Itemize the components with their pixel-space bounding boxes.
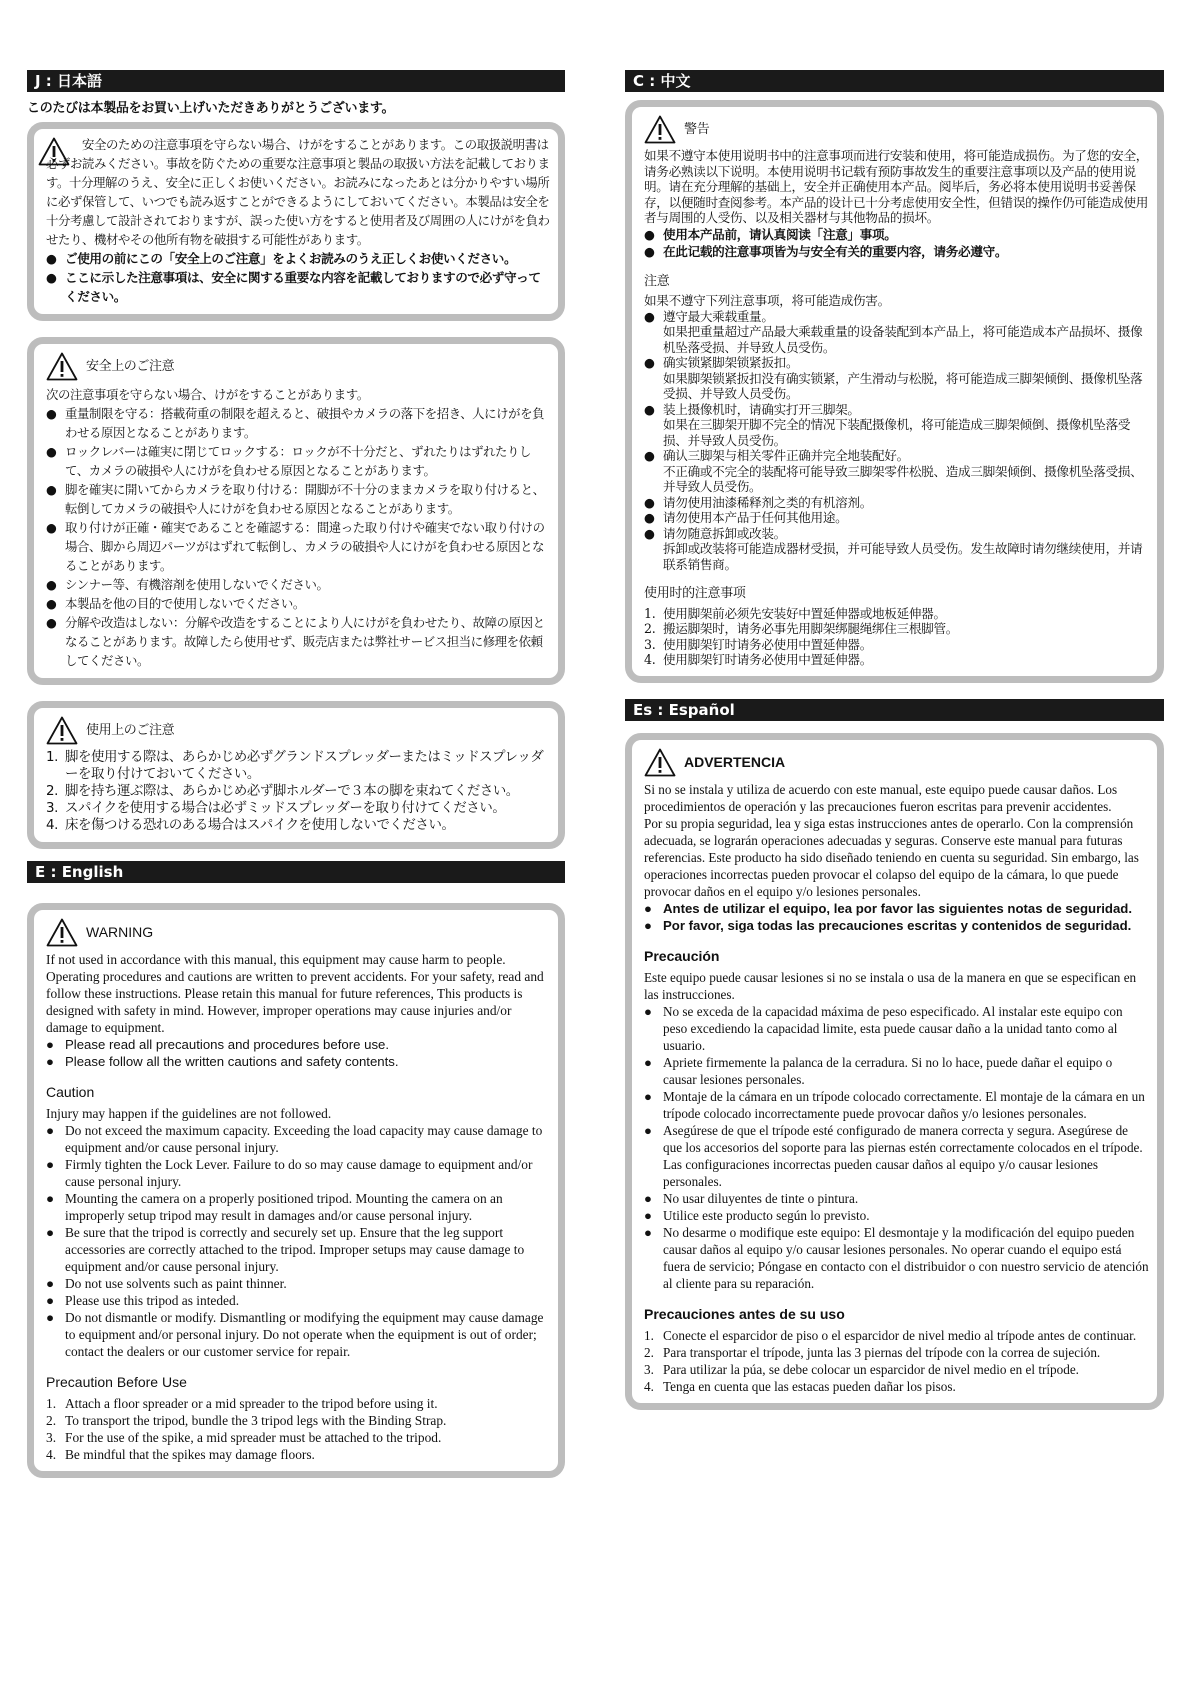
japanese-safety-box xyxy=(27,337,565,685)
chinese-section-header: C : 中文 xyxy=(625,70,1164,92)
japanese-safety-intro: 次の注意事項を守らない場合、けがをすることがあります。 xyxy=(46,387,369,402)
spanish-warning-heading xyxy=(644,748,1149,777)
chinese-usage-title: 使用时的注意事项 xyxy=(644,586,746,601)
list-item: ● Antes de utilizar el equipo, lea por favor las siguientes notas de seguridad. xyxy=(644,900,1149,917)
japanese-section-header: J : 日本語 xyxy=(27,70,565,92)
spanish-warning-title: ADVERTENCIA xyxy=(684,753,786,770)
warning-icon xyxy=(644,115,676,144)
japanese-usage-list xyxy=(46,749,550,834)
english-warning-box xyxy=(27,903,565,1478)
warning-icon xyxy=(46,918,78,947)
list-item: 4. Tenga en cuenta que las estacas pueden dañar los pisos. xyxy=(644,1378,956,1394)
list-item: 2. 脚を持ち運ぶ際は、あらかじめ必ず脚ホルダーで３本の脚を束ねてください。 xyxy=(46,784,519,799)
list-item: 2. To transport the tripod, bundle the 3 tripod legs with the Binding Strap. xyxy=(46,1413,447,1428)
chinese-caution-list xyxy=(644,309,1149,573)
japanese-safety-title: 安全上のご注意 xyxy=(86,359,175,374)
list-item: ● Firmly tighten the Lock Lever. Failure to do so may cause damage to equipment and/or cause personal injury. xyxy=(46,1156,550,1190)
list-item: ● 分解や改造はしない：分解や改造をすることにより人にけがを負わせたり、故障の原因となることがあります。故障したら使用せず、販売店または弊社サービス担当に修理を依頼してください。 xyxy=(46,613,550,670)
list-item: ● Please read all precautions and procedures before use. xyxy=(46,1036,550,1053)
right-column xyxy=(625,70,1164,1426)
spanish-warning-bold-list xyxy=(644,900,1149,934)
list-item: ● Please use this tripod as inteded. xyxy=(46,1292,550,1309)
japanese-safety-heading xyxy=(46,352,550,381)
list-item: ● 装上摄像机时，请确实打开三脚架。 如果在三脚架开脚不完全的情况下装配摄像机，将可能造成三脚架倾倒、摄像机坠落受损、并导致人员受伤。 xyxy=(644,402,1149,449)
list-item: ● No usar diluyentes de tinte o pintura. xyxy=(644,1190,1149,1207)
japanese-usage-box xyxy=(27,701,565,849)
list-item: ● 在此记载的注意事项皆为与安全有关的重要内容，请务必遵守。 xyxy=(644,243,1149,260)
list-item: ● Do not dismantle or modify. Dismantling or modifying the equipment may cause damage to equipment and/or personal injury. Do not operate when the equipment is out of order; contact the dealers or our customer service for repair. xyxy=(46,1309,550,1360)
list-item: ● Be sure that the tripod is correctly and securely set up. Ensure that the leg support accessories are correctly attached to the tripod. Improper setups may cause damage to equipment and/or cause personal injury. xyxy=(46,1224,550,1275)
list-item: ● Utilice este producto según lo previsto. xyxy=(644,1207,1149,1224)
list-item: ● 确认三脚架与相关零件正确并完全地装配好。 不正确或不完全的装配将可能导致三脚架零件松脱、造成三脚架倾倒、摄像机坠落受损、并导致人员受伤。 xyxy=(644,448,1149,495)
list-item: ● 请勿随意拆卸或改装。 拆卸或改装将可能造成器材受损，并可能导致人员受伤。发生故障时请勿继续使用，并请联系销售商。 xyxy=(644,526,1149,573)
list-item: ● 本製品を他の目的で使用しないでください。 xyxy=(46,594,550,613)
list-item: 2. Para transportar el trípode, junta las 3 piernas del trípode con la correa de sujeción. xyxy=(644,1344,1101,1360)
japanese-safety-list xyxy=(46,404,550,670)
list-item: ● 遵守最大乘载重量。 如果把重量超过产品最大乘载重量的设备装配到本产品上，将可能造成本产品损坏、摄像机坠落受损、并导致人员受伤。 xyxy=(644,309,1149,356)
japanese-warning-text: 安全のための注意事項を守らない場合、けがをすることがあります。この取扱説明書は必ずお読みください。事故を防ぐための重要な注意事項と製品の取扱い方法を記載しております。十分理解のうえ、安全に正しくお使いください。お読みになったあとは分かりやすい場所に必ず保管して、いつでも読み返すことができるようにしておいてください。本製品は安全を十分考慮して設計されておりますが、誤った使い方をすると使用者及び周囲の人にけがを負わせたり、機材やその他所有物を破損する可能性があります。 xyxy=(46,135,550,249)
chinese-warning-bold-list xyxy=(644,226,1149,260)
english-before-use-list xyxy=(46,1395,550,1463)
chinese-warning-heading xyxy=(644,115,1149,144)
list-item: 1. 脚を使用する際は、あらかじめ必ずグランドスプレッダーまたはミッドスプレッダーを取り付けておいてください。 xyxy=(46,750,544,782)
spanish-warning-box xyxy=(625,733,1164,1410)
list-item: 1. 使用脚架前必须先安装好中置延伸器或地板延伸器。 xyxy=(644,605,946,621)
warning-icon xyxy=(38,137,70,166)
spanish-section-header: Es : Español xyxy=(625,699,1164,721)
list-item: ● 请勿使用本产品于任何其他用途。 xyxy=(644,510,1149,526)
list-item: 4. 床を傷つける恐れのある場合はスパイクを使用しないでください。 xyxy=(46,818,455,833)
warning-icon xyxy=(644,748,676,777)
list-item: ● Do not exceed the maximum capacity. Exceeding the load capacity may cause damage to equipment and/or cause personal injury. xyxy=(46,1122,550,1156)
english-section-header: E : English xyxy=(27,861,565,883)
list-item: ● No se exceda de la capacidad máxima de peso especificado. Al instalar este equipo con peso excediendo la capacidad limite, esta puede causar daño a la unidad tanto como al usuario. xyxy=(644,1003,1149,1054)
list-item: ● シンナー等、有機溶剤を使用しないでください。 xyxy=(46,575,550,594)
spanish-caution-intro: Este equipo puede causar lesiones si no se instala o usa de la manera en que se especifican en las instrucciones. xyxy=(644,969,1137,1002)
list-item: ● 重量制限を守る：搭載荷重の制限を超えると、破損やカメラの落下を招き、人にけがを負わせる原因となることがあります。 xyxy=(46,404,550,442)
list-item: ● Por favor, siga todas las precauciones escritas y contenidos de seguridad. xyxy=(644,917,1149,934)
spanish-caution-title: Precaución xyxy=(644,947,720,964)
list-item: ● Please follow all the written cautions and safety contents. xyxy=(46,1053,550,1070)
japanese-warning-bold-list xyxy=(46,249,550,306)
english-warning-heading xyxy=(46,918,550,947)
list-item: 4. Be mindful that the spikes may damage floors. xyxy=(46,1447,315,1462)
list-item: ● 请勿使用油漆稀释剂之类的有机溶剂。 xyxy=(644,495,1149,511)
chinese-caution-intro: 如果不遵守下列注意事项，将可能造成伤害。 xyxy=(644,293,890,308)
list-item: 4. 使用脚架钉时请务必使用中置延伸器。 xyxy=(644,652,872,667)
spanish-before-use-title: Precauciones antes de su uso xyxy=(644,1305,845,1322)
japanese-usage-title: 使用上のご注意 xyxy=(86,723,175,738)
english-warning-text: If not used in accordance with this manual, this equipment may cause harm to people. Operating procedures and cautions are written to prevent accidents. For your safety, read and follow these instructions. Please retain this manual for future references, This products is designed with safety in mind. However, improper operations may cause injuries and/or damage to equipment. xyxy=(46,952,544,1035)
list-item: 1. Attach a floor spreader or a mid spreader to the tripod before using it. xyxy=(46,1396,438,1411)
japanese-intro: このたびは本製品をお買い上げいただきありがとうございます。 xyxy=(27,101,395,116)
list-item: ● Montaje de la cámara en un trípode colocado correctamente. El montaje de la cámara en un trípode colocado incorrectamente puede provocar daños y/o lesiones personales. xyxy=(644,1088,1149,1122)
list-item: 3. 使用脚架钉时请务必使用中置延伸器。 xyxy=(644,636,872,652)
warning-icon xyxy=(46,716,78,745)
list-item: ● Apriete firmemente la palanca de la cerradura. Si no lo hace, puede dañar el equipo o causar lesiones personales. xyxy=(644,1054,1149,1088)
list-item: ● ご使用の前にこの「安全上のご注意」をよくお読みのうえ正しくお使いください。 xyxy=(46,249,550,268)
chinese-warning-text: 如果不遵守本使用说明书中的注意事项而进行安装和使用，将可能造成损伤。为了您的安全，请务必熟读以下说明。本使用说明书记载有预防事故发生的重要注意事项以及产品的使用说明。请在充分理解的基础上，安全并正确使用本产品。阅毕后，务必将本使用说明书妥善保存，以便随时查阅参考。本产品的设计已十分考虑使用安全性，但错误的操作仍可能造成使用者与周围的人受伤、以及相关器材与其他物品的损坏。 xyxy=(644,148,1149,225)
list-item: 1. Conecte el esparcidor de piso o el esparcidor de nivel medio al trípode antes de continuar. xyxy=(644,1327,1137,1343)
list-item: 3. スパイクを使用する場合は必ずミッドスプレッダーを取り付けてください。 xyxy=(46,801,506,816)
japanese-warning-box xyxy=(27,122,565,321)
chinese-usage-list xyxy=(644,606,1149,668)
japanese-usage-heading xyxy=(46,716,550,745)
list-item: ● No desarme o modifique este equipo: El desmontaje y la modificación del equipo pueden causar daños al equipo y/o causar lesiones personales. No operar cuando el equipo está fuera de servicio; Póngase en contacto con el distribuidor o con nuestro servicio de atención al cliente para su reparación. xyxy=(644,1224,1149,1292)
list-item: ● 使用本产品前，请认真阅读「注意」事项。 xyxy=(644,226,1149,243)
english-warning-title: WARNING xyxy=(86,924,154,940)
list-item: 3. For the use of the spike, a mid spreader must be attached to the tripod. xyxy=(46,1430,442,1445)
list-item: ● 确实锁紧脚架锁紧扳扣。 如果脚架锁紧扳扣没有确实锁紧，产生滑动与松脱，将可能造成三脚架倾倒、摄像机坠落受损、并导致人员受伤。 xyxy=(644,355,1149,402)
list-item: ● Do not use solvents such as paint thinner. xyxy=(46,1275,550,1292)
list-item: 3. Para utilizar la púa, se debe colocar un esparcidor de nivel medio en el trípode. xyxy=(644,1361,1079,1377)
list-item: ● Asegúrese de que el trípode esté configurado de manera correcta y segura. Asegúrese de que los accesorios del soporte para las piernas estén correctamente colocados en el trípode. Las configuraciones incorrectas pueden causar daños al equipo y/o causar lesiones personales. xyxy=(644,1122,1149,1190)
list-item: ● Mounting the camera on a properly positioned tripod. Mounting the camera on an improperly setup tripod may result in damages and/or cause personal injury. xyxy=(46,1190,550,1224)
english-before-use-title: Precaution Before Use xyxy=(46,1374,187,1390)
list-item: ● 脚を確実に開いてからカメラを取り付ける：開脚が不十分のままカメラを取り付けると、転倒してカメラの破損や人にけがを負わせる原因となることがあります。 xyxy=(46,480,550,518)
list-item: ● 取り付けが正確・確実であることを確認する：間違った取り付けや確実でない取り付けの場合、脚から周辺パーツがはずれて転倒し、カメラの破損や人にけがを負わせる原因となることがあります。 xyxy=(46,518,550,575)
english-warning-bold-list xyxy=(46,1036,550,1070)
list-item: ● ロックレバーは確実に閉じてロックする：ロックが不十分だと、ずれたりはずれたりして、カメラの破損や人にけがを負わせる原因となることがあります。 xyxy=(46,442,550,480)
warning-icon xyxy=(46,352,78,381)
english-caution-list xyxy=(46,1122,550,1360)
spanish-before-use-list xyxy=(644,1327,1149,1395)
list-item: ● ここに示した注意事項は、安全に関する重要な内容を記載しておりますので必ず守ってください。 xyxy=(46,268,550,306)
list-item: 2. 搬运脚架时，请务必事先用脚架绑腿绳绑住三根脚管。 xyxy=(644,621,959,636)
chinese-warning-title: 警告 xyxy=(684,121,710,137)
english-caution-intro: Injury may happen if the guidelines are not followed. xyxy=(46,1106,332,1121)
spanish-warning-text: Si no se instala y utiliza de acuerdo con este manual, este equipo puede causar daños. Los procedimientos de operación y las precauciones fueron escritas para prevenir accidentes. xyxy=(644,781,1118,814)
chinese-caution-title: 注意 xyxy=(644,273,670,289)
english-caution-title: Caution xyxy=(46,1084,95,1100)
spanish-caution-list xyxy=(644,1003,1149,1292)
left-column xyxy=(27,70,565,1494)
spanish-warning-text: Por su propia seguridad, lea y siga estas instrucciones antes de operarlo. Con la comprensión adecuada, se lograrán operaciones adecuadas y seguras. Conserve este manual para futuras referencias. Este producto ha sido diseñado teniendo en cuenta su seguridad. Sin embargo, las operaciones incorrectas pueden provocar el colapso del equipo de la cámara, lo que puede provocar daños en el equipo y/o lesiones personales. xyxy=(644,815,1139,899)
chinese-warning-box xyxy=(625,100,1164,683)
